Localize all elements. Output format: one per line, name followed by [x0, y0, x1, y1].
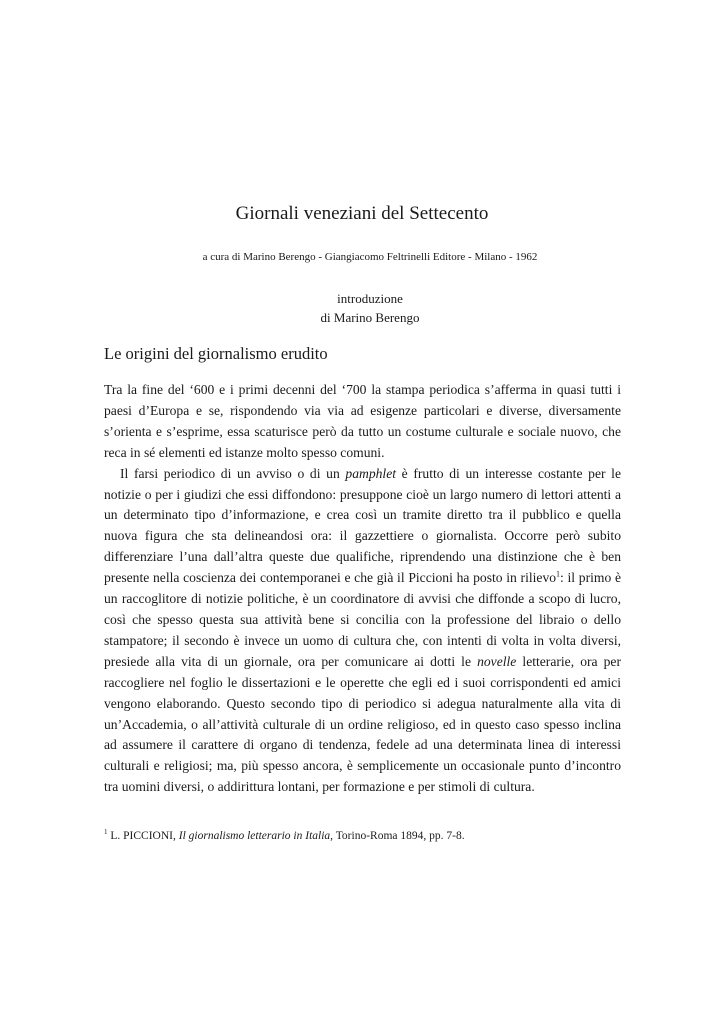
- paragraph-2-part-1: Il farsi periodico di un avviso o di un: [120, 465, 346, 481]
- paragraph-2: [104, 464, 621, 799]
- footnote-author: L. PICCIONI,: [107, 830, 179, 842]
- footnote-number: 1: [104, 828, 108, 837]
- body-text: [104, 380, 621, 798]
- introduction-author: di Marino Berengo: [320, 310, 420, 325]
- paragraph-2-part-4: letterarie, ora per raccogliere nel foglio le dissertazioni e le operette che egli ed i suoi corrispondenti ed amici vengono elaborando. Questo secondo tipo di periodico si adegua naturalmente alla vita di un’Accademia, o all’attività culturale di un ordine religioso, ed in questo caso spesso inclina ad assumere il carattere di organo di tendenza, fedele ad una determinata linea di interessi culturali e religiosi; ma, più spesso ancora, è semplicemente un occasionale punto d’incontro tra uomini diversi, o addirittura lontani, per formazione e per stimoli di cultura.: [104, 653, 621, 795]
- footnote-work-title: Il giornalismo letterario in Italia: [178, 830, 331, 842]
- introduction-block: [0, 289, 724, 327]
- footnote-details: , Torino-Roma 1894, pp. 7-8.: [330, 830, 465, 842]
- paragraph-2-italic-pamphlet: pamphlet: [345, 465, 396, 481]
- paragraph-2-italic-novelle: novelle: [477, 653, 517, 669]
- document-title: Giornali veneziani del Settecento: [235, 203, 489, 224]
- footnote: [104, 828, 621, 844]
- introduction-label: introduzione: [337, 291, 403, 306]
- footnote-reference[interactable]: 1: [556, 569, 561, 579]
- paragraph-2-part-3: : il primo è un raccoglitore di notizie politiche, è un coordinatore di avvisi che diffonde a scopo di lucro, così che spesso questa sua attività bene si concilia con la professione del libraio o dello stampatore; il secondo è invece un uomo di cultura che, con intenti di volta in volta diversi, presiede alla vita di un giornale, ora per comunicare ai dotti le: [104, 570, 621, 669]
- paragraph-2-part-2: è frutto di un interesse costante per le notizie o per i giudizi che essi diffondono: presuppone cioè un largo numero di lettori attenti a un determinato tipo d’informazione, e crea così un tramite diretto tra il pubblico e quella nuova figura che sta delineandosi ora: il gazzettiere o giornalista. Occorre però subito differenziare l’una dall’altra queste due qualifiche, riprendendo una distinzione che è ben presente nella coscienza dei contemporanei e che già il Piccioni ha posto in rilievo: [104, 465, 621, 586]
- publication-info: a cura di Marino Berengo - Giangiacomo Feltrinelli Editore - Milano - 1962: [202, 251, 538, 263]
- paragraph-1: Tra la fine del ‘600 e i primi decenni del ‘700 la stampa periodica s’afferma in quasi tutti i paesi d’Europa e se, rispondendo via via ad esigenze particolari e diverse, diversamente s’orienta e s’esprime, essa scaturisce però da tutto un costume culturale e sociale nuovo, che reca in sé elementi ed istanze molto spesso comuni.: [104, 382, 621, 460]
- section-heading: Le origini del giornalismo erudito: [104, 344, 328, 363]
